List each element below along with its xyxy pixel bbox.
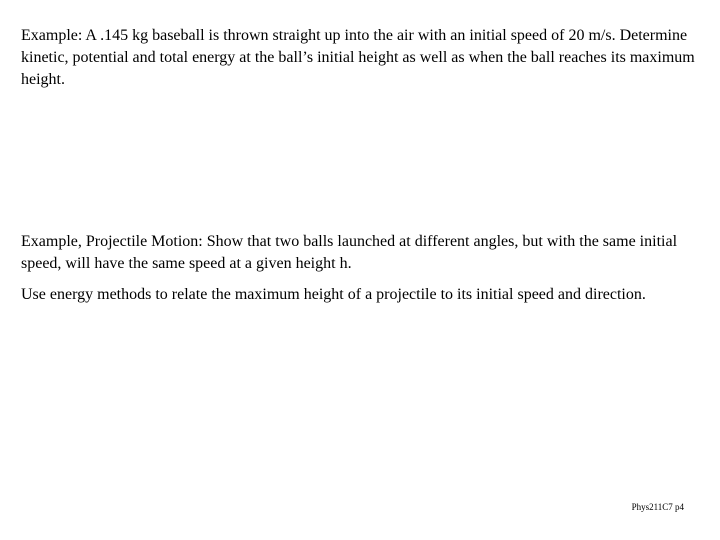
example-baseball-text: Example: A .145 kg baseball is thrown straight up into the air with an initial speed of 20 m/s. Determine kinetic, potential and total energy at the ball’s initial height as well as when the ball reaches its maximum height.	[21, 27, 695, 88]
page-footer: Phys211C7 p4	[631, 502, 684, 512]
example-projectile-text: Example, Projectile Motion: Show that two balls launched at different angles, but with the same initial speed, will have the same speed at a given height h.	[21, 233, 678, 272]
energy-methods-text: Use energy methods to relate the maximum height of a projectile to its initial speed and direction.	[21, 286, 646, 303]
